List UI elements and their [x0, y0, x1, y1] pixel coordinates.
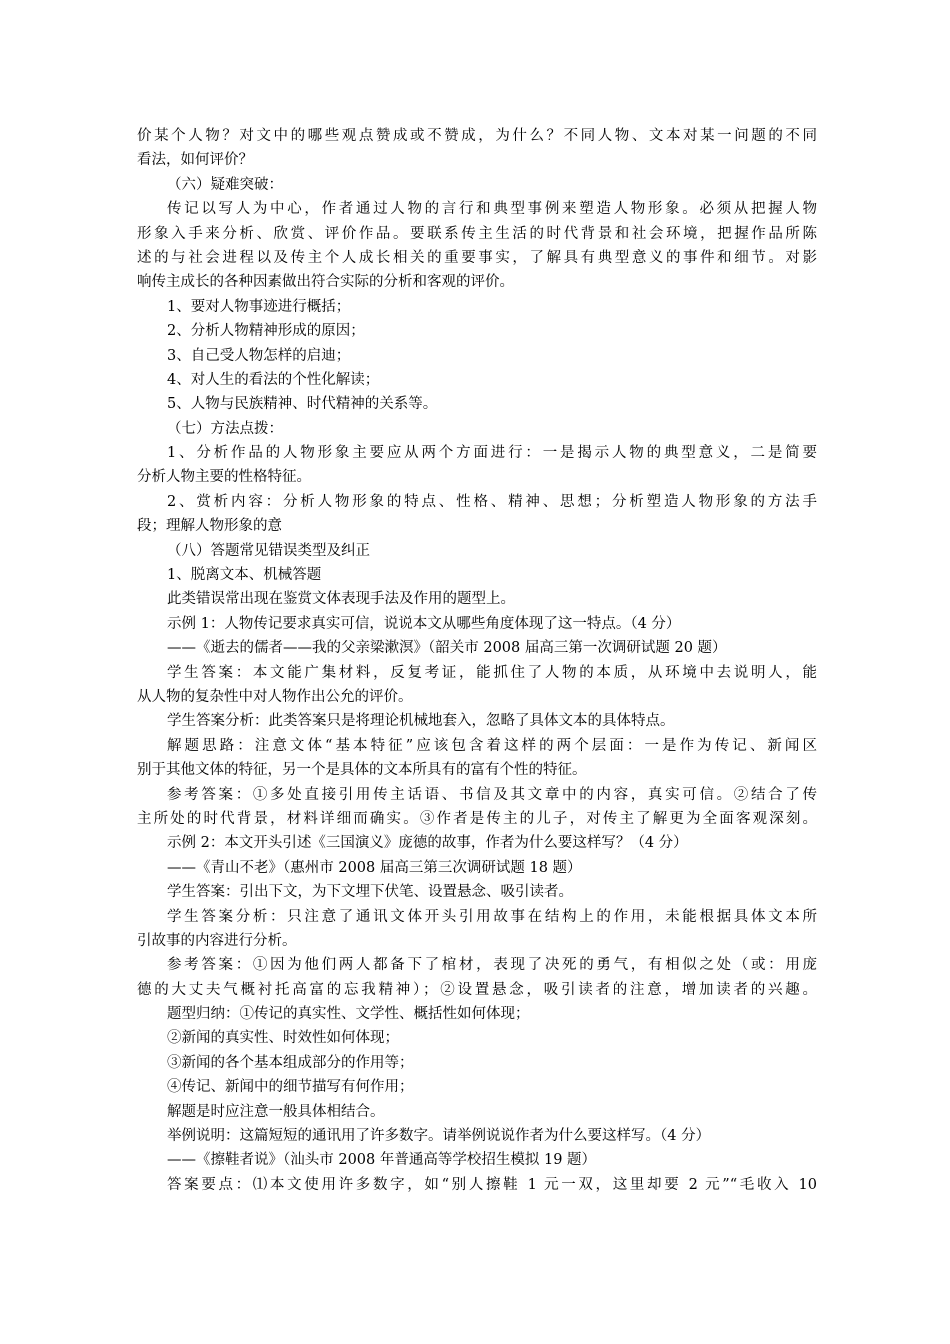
text-line: 看法，如何评价？ — [137, 152, 253, 169]
text-line: ④传记、新闻中的细节描写有何作用； — [167, 1079, 414, 1096]
text-line: 1、要对人物事迹进行概括； — [167, 298, 351, 315]
text-line: 学生答案分析：只注意了通讯文体开头引用故事在结构上的作用，未能根据具体文本所 — [167, 908, 817, 925]
document-body — [137, 124, 817, 1197]
text-line: 主所处的时代背景，材料详细而确实。③作者是传主的儿子，对传主了解更为全面客观深刻。 — [137, 810, 817, 827]
text-line: 2、分析人物精神形成的原因； — [167, 323, 365, 340]
text-line: 响传主成长的各种因素做出符合实际的分析和客观的评价。 — [137, 274, 514, 291]
text-line: 别于其他文体的特征，另一个是具体的文本所具有的富有个性的特征。 — [137, 762, 587, 779]
text-line: ——《青山不老》（惠州市 2008 届高三第三次调研试题 18 题） — [167, 859, 582, 876]
text-line: 学生答案分析：此类答案只是将理论机械地套入，忽略了具体文本的具体特点。 — [167, 713, 675, 730]
text-line: 传记以写人为中心，作者通过人物的言行和典型事例来塑造人物形象。必须从把握人物 — [167, 201, 817, 218]
text-line: 述的与社会进程以及传主个人成长相关的重要事实，了解具有典型意义的事件和细节。对影 — [137, 249, 817, 266]
text-line: 题型归纳：①传记的真实性、文学性、概括性如何体现； — [167, 1006, 530, 1023]
text-line: 示例 2：本文开头引述《三国演义》庞德的故事，作者为什么要这样写？（4 分） — [167, 835, 688, 852]
text-line: 参考答案：①因为他们两人都备下了棺材，表现了决死的勇气，有相似之处（或：用庞 — [167, 957, 817, 974]
text-line: 段；理解人物形象的意 — [137, 518, 282, 535]
text-line: 3、自己受人物怎样的启迪； — [167, 347, 351, 364]
text-line: 学生答案：本文能广集材料，反复考证，能抓住了人物的本质，从环境中去说明人，能 — [167, 664, 817, 681]
text-line: 引故事的内容进行分析。 — [137, 932, 297, 949]
text-line: 此类错误常出现在鉴赏文体表现手法及作用的题型上。 — [167, 591, 515, 608]
text-line: 5、人物与民族精神、时代精神的关系等。 — [167, 396, 438, 413]
text-line: 形象入手来分析、欣赏、评价作品。要联系传主生活的时代背景和社会环境，把握作品所陈 — [137, 225, 817, 242]
text-line: 1、分析作品的人物形象主要应从两个方面进行：一是揭示人物的典型意义，二是简要 — [167, 445, 817, 462]
text-line: 解题思路：注意文体“基本特征”应该包含着这样的两个层面：一是作为传记、新闻区 — [167, 737, 817, 754]
text-line: ②新闻的真实性、时效性如何体现； — [167, 1030, 399, 1047]
text-line: 从人物的复杂性中对人物作出公允的评价。 — [137, 688, 413, 705]
text-line: 1、脱离文本、机械答题 — [167, 567, 322, 584]
text-line: 解题是时应注意一般具体相结合。 — [167, 1103, 385, 1120]
text-line: 答案要点：⑴本文使用许多数字，如“别人擦鞋 1 元一双，这里却要 2 元”“毛收入 10 — [167, 1176, 817, 1193]
text-line: 参考答案：①多处直接引用传主话语、书信及其文章中的内容，真实可信。②结合了传 — [167, 786, 817, 803]
text-line: ③新闻的各个基本组成部分的作用等； — [167, 1054, 414, 1071]
text-line: 4、对人生的看法的个性化解读； — [167, 371, 380, 388]
text-line: 分析人物主要的性格特征。 — [137, 469, 311, 486]
text-line: （六）疑难突破： — [167, 176, 283, 193]
text-line: 学生答案：引出下文，为下文埋下伏笔、设置悬念、吸引读者。 — [167, 884, 573, 901]
text-line: ——《逝去的儒者——我的父亲梁漱溟》（韶关市 2008 届高三第一次调研试题 20 题） — [167, 640, 727, 657]
text-line: 德的大丈夫气概衬托高富的忘我精神）；②设置悬念，吸引读者的注意，增加读者的兴趣。 — [137, 981, 817, 998]
text-line: 2、赏析内容：分析人物形象的特点、性格、精神、思想；分析塑造人物形象的方法手 — [167, 493, 817, 510]
text-line: ——《擦鞋者说》（汕头市 2008 年普通高等学校招生模拟 19 题） — [167, 1152, 597, 1169]
text-line: （八）答题常见错误类型及纠正 — [167, 542, 370, 559]
text-line: （七）方法点拨： — [167, 420, 283, 437]
text-line: 价某个人物？对文中的哪些观点赞成或不赞成，为什么？不同人物、文本对某一问题的不同 — [137, 128, 817, 144]
text-line: 举例说明：这篇短短的通讯用了许多数字。请举例说说作者为什么要这样写。（4 分） — [167, 1128, 711, 1145]
text-line: 示例 1：人物传记要求真实可信，说说本文从哪些角度体现了这一特点。（4 分） — [167, 615, 681, 632]
